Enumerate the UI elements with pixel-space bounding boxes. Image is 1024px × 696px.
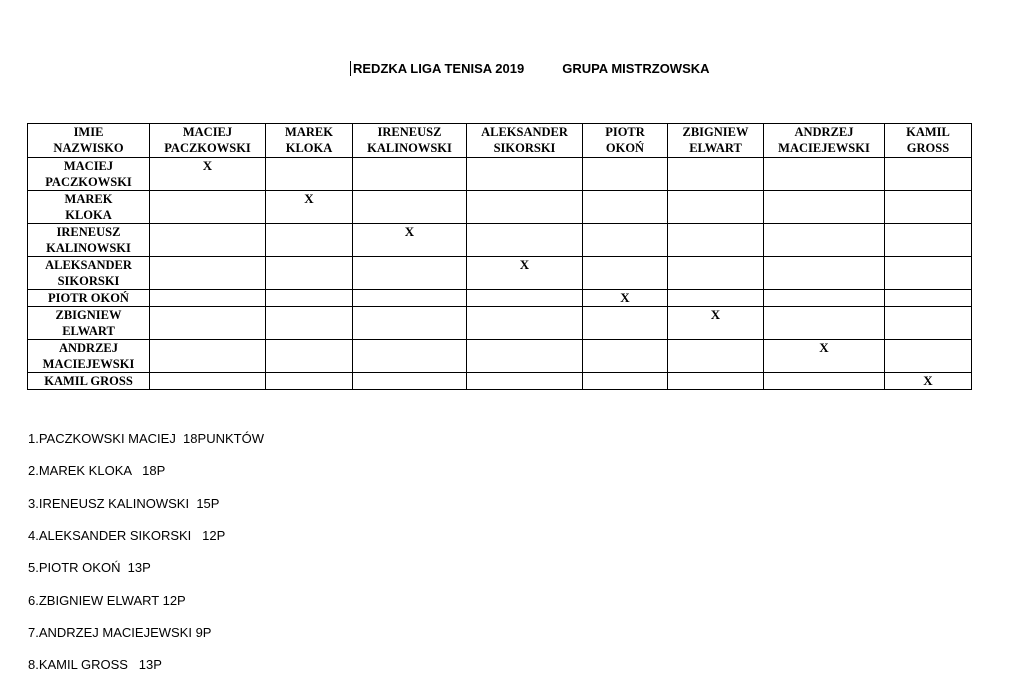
result-cell: X bbox=[353, 224, 467, 257]
result-cell bbox=[353, 158, 467, 191]
result-cell bbox=[764, 290, 885, 307]
result-cell bbox=[668, 373, 764, 390]
result-cell: X bbox=[764, 340, 885, 373]
result-cell bbox=[764, 191, 885, 224]
column-header-line: MACIEJEWSKI bbox=[778, 141, 870, 155]
row-player-name bbox=[28, 224, 150, 257]
corner-header bbox=[28, 124, 150, 158]
row-player-name bbox=[28, 290, 150, 307]
row-player-name bbox=[28, 191, 150, 224]
result-cell bbox=[885, 340, 972, 373]
column-header bbox=[668, 124, 764, 158]
result-cell bbox=[266, 257, 353, 290]
result-cell bbox=[583, 224, 668, 257]
table-header-row bbox=[28, 124, 972, 158]
row-name-line: PACZKOWSKI bbox=[45, 175, 132, 189]
table-row bbox=[28, 257, 972, 290]
ranking-item: 1.PACZKOWSKI MACIEJ 18PUNKTÓW bbox=[28, 431, 264, 446]
result-cell bbox=[764, 224, 885, 257]
column-header-line: ANDRZEJ bbox=[794, 125, 854, 139]
result-cell: X bbox=[668, 307, 764, 340]
column-header-line: ELWART bbox=[689, 141, 742, 155]
result-cell bbox=[885, 191, 972, 224]
result-cell bbox=[885, 257, 972, 290]
table-row bbox=[28, 290, 972, 307]
ranking-item: 8.KAMIL GROSS 13P bbox=[28, 657, 162, 672]
result-cell bbox=[266, 373, 353, 390]
result-cell bbox=[266, 307, 353, 340]
result-cell bbox=[583, 307, 668, 340]
result-cell: X bbox=[266, 191, 353, 224]
result-cell bbox=[764, 307, 885, 340]
row-name-line: KAMIL GROSS bbox=[44, 374, 133, 388]
result-cell bbox=[668, 191, 764, 224]
row-name-line: MAREK bbox=[64, 192, 113, 206]
table-row bbox=[28, 373, 972, 390]
result-cell bbox=[885, 224, 972, 257]
result-cell bbox=[583, 158, 668, 191]
ranking-item: 7.ANDRZEJ MACIEJEWSKI 9P bbox=[28, 625, 212, 640]
result-cell bbox=[266, 158, 353, 191]
result-cell bbox=[668, 224, 764, 257]
row-name-line: ZBIGNIEW bbox=[55, 308, 122, 322]
result-cell bbox=[885, 307, 972, 340]
result-cell: X bbox=[583, 290, 668, 307]
row-player-name bbox=[28, 158, 150, 191]
row-name-line: MACIEJ bbox=[63, 159, 114, 173]
result-cell bbox=[467, 373, 583, 390]
row-name-line: IRENEUSZ bbox=[56, 225, 121, 239]
result-cell bbox=[764, 158, 885, 191]
column-header-line: MACIEJ bbox=[182, 125, 233, 139]
ranking-item: 6.ZBIGNIEW ELWART 12P bbox=[28, 593, 186, 608]
result-cell bbox=[885, 290, 972, 307]
column-header bbox=[467, 124, 583, 158]
result-cell bbox=[885, 158, 972, 191]
result-cell: X bbox=[150, 158, 266, 191]
result-cell bbox=[583, 191, 668, 224]
result-cell bbox=[668, 290, 764, 307]
row-name-line: ELWART bbox=[62, 324, 115, 338]
column-header-line: PIOTR bbox=[605, 125, 645, 139]
group-title: GRUPA MISTRZOWSKA bbox=[562, 61, 710, 76]
result-cell bbox=[583, 373, 668, 390]
result-cell bbox=[266, 340, 353, 373]
result-cell bbox=[467, 307, 583, 340]
result-cell bbox=[150, 373, 266, 390]
result-cell bbox=[668, 158, 764, 191]
column-header-line: KALINOWSKI bbox=[367, 141, 452, 155]
row-player-name bbox=[28, 257, 150, 290]
column-header-line: MAREK bbox=[285, 125, 333, 139]
result-cell bbox=[467, 340, 583, 373]
league-title: REDZKA LIGA TENISA 2019 bbox=[353, 61, 525, 76]
result-cell bbox=[353, 340, 467, 373]
row-name-line: KALINOWSKI bbox=[46, 241, 131, 255]
table-row bbox=[28, 158, 972, 191]
result-cell bbox=[353, 257, 467, 290]
corner-line: IMIE bbox=[73, 125, 104, 139]
result-cell: X bbox=[467, 257, 583, 290]
ranking-item: 4.ALEKSANDER SIKORSKI 12P bbox=[28, 528, 226, 543]
result-cell bbox=[266, 290, 353, 307]
result-cell: X bbox=[885, 373, 972, 390]
result-cell bbox=[583, 340, 668, 373]
column-header-line: IRENEUSZ bbox=[377, 125, 442, 139]
row-player-name bbox=[28, 340, 150, 373]
column-header-line: SIKORSKI bbox=[493, 141, 556, 155]
table-row bbox=[28, 191, 972, 224]
column-header bbox=[764, 124, 885, 158]
corner-line: NAZWISKO bbox=[53, 141, 124, 155]
column-header bbox=[150, 124, 266, 158]
ranking-item: 3.IRENEUSZ KALINOWSKI 15P bbox=[28, 496, 220, 511]
column-header-line: ALEKSANDER bbox=[481, 125, 568, 139]
result-cell bbox=[150, 257, 266, 290]
row-name-line: SIKORSKI bbox=[57, 274, 120, 288]
result-cell bbox=[467, 191, 583, 224]
result-cell bbox=[150, 224, 266, 257]
row-name-line: MACIEJEWSKI bbox=[42, 357, 135, 371]
result-cell bbox=[266, 224, 353, 257]
result-cell bbox=[467, 224, 583, 257]
result-cell bbox=[764, 373, 885, 390]
column-header-line: GROSS bbox=[906, 141, 950, 155]
column-header bbox=[885, 124, 972, 158]
result-cell bbox=[353, 307, 467, 340]
document-title bbox=[350, 61, 710, 76]
result-cell bbox=[668, 257, 764, 290]
result-cell bbox=[150, 290, 266, 307]
column-header bbox=[266, 124, 353, 158]
table-row bbox=[28, 224, 972, 257]
results-table bbox=[27, 123, 972, 390]
result-cell bbox=[150, 307, 266, 340]
row-player-name bbox=[28, 307, 150, 340]
column-header bbox=[583, 124, 668, 158]
ranking-item: 2.MAREK KLOKA 18P bbox=[28, 463, 166, 478]
result-cell bbox=[353, 191, 467, 224]
result-cell bbox=[668, 340, 764, 373]
result-cell bbox=[353, 290, 467, 307]
row-name-line: PIOTR OKOŃ bbox=[48, 291, 129, 305]
result-cell bbox=[150, 340, 266, 373]
column-header-line: KAMIL bbox=[906, 125, 950, 139]
result-cell bbox=[467, 290, 583, 307]
result-cell bbox=[353, 373, 467, 390]
column-header-line: PACZKOWSKI bbox=[164, 141, 251, 155]
row-name-line: ALEKSANDER bbox=[45, 258, 132, 272]
row-name-line: KLOKA bbox=[65, 208, 112, 222]
ranking-item: 5.PIOTR OKOŃ 13P bbox=[28, 560, 151, 575]
result-cell bbox=[467, 158, 583, 191]
column-header-line: OKOŃ bbox=[605, 141, 645, 155]
result-cell bbox=[150, 191, 266, 224]
table-row bbox=[28, 340, 972, 373]
row-name-line: ANDRZEJ bbox=[58, 341, 119, 355]
result-cell bbox=[583, 257, 668, 290]
row-player-name bbox=[28, 373, 150, 390]
table-row bbox=[28, 307, 972, 340]
column-header bbox=[353, 124, 467, 158]
column-header-line: ZBIGNIEW bbox=[682, 125, 749, 139]
column-header-line: KLOKA bbox=[285, 141, 333, 155]
table-body bbox=[28, 158, 972, 390]
result-cell bbox=[764, 257, 885, 290]
